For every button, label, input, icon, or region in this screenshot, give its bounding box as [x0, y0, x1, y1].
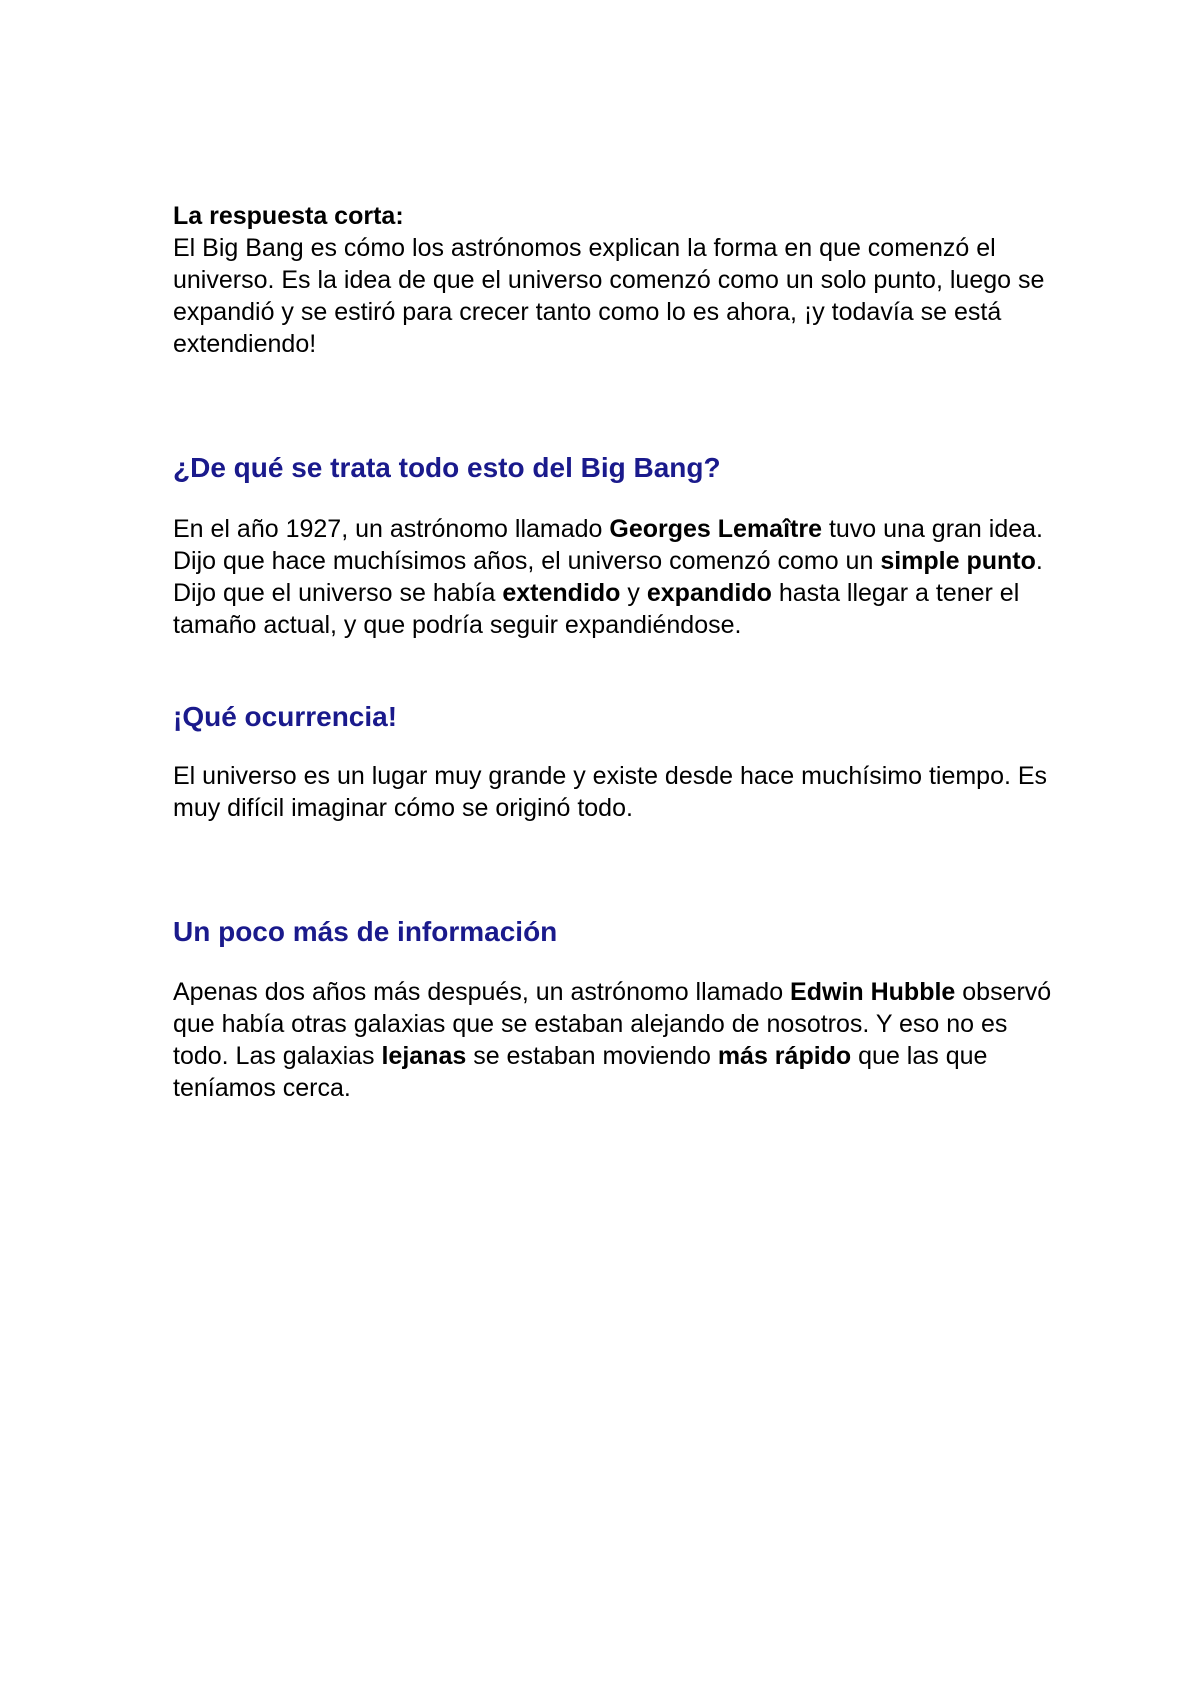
- section-heading-mas-informacion: Un poco más de información: [173, 916, 558, 947]
- text-run: Apenas dos años más después, un astrónomo llamado: [173, 978, 791, 1006]
- short-answer-text: El Big Bang es cómo los astrónomos explican la forma en que comenzó el universo. Es la idea de que el universo comenzó como un solo punto, luego se expandió y se estiró para crecer tanto como lo es ahora, ¡y todavía se está extendiendo!: [173, 234, 1045, 358]
- text-run: tuvo una gran idea. Dijo que hace muchísimos años, el universo comenzó como un: [173, 515, 1043, 575]
- bold-term: extendido: [502, 579, 621, 607]
- bold-name-lemaitre: Georges Lemaître: [609, 515, 822, 543]
- text-run: hasta llegar a tener el tamaño actual, y que podría seguir expandiéndose.: [173, 579, 1020, 639]
- text-run: observó que había otras galaxias que se estaban alejando de nosotros. Y eso no es todo. Las galaxias: [173, 978, 1052, 1070]
- bold-term: expandido: [646, 579, 772, 607]
- bold-term: simple punto: [880, 547, 1036, 575]
- text-run: que las que teníamos cerca.: [173, 1042, 988, 1102]
- text-run: y: [620, 579, 647, 607]
- section-paragraph-big-bang: [173, 513, 1053, 641]
- section-paragraph-ocurrencia: El universo es un lugar muy grande y existe desde hace muchísimo tiempo. Es muy difícil imaginar cómo se originó todo.: [173, 762, 1048, 822]
- text-run: En el año 1927, un astrónomo llamado: [173, 515, 610, 543]
- section-heading-ocurrencia: ¡Qué ocurrencia!: [173, 701, 398, 732]
- bold-term: más rápido: [717, 1042, 852, 1070]
- short-answer-title: La respuesta corta:: [173, 202, 404, 230]
- text-run: se estaban moviendo: [466, 1042, 718, 1070]
- section-paragraph-mas-informacion: [173, 976, 1053, 1104]
- text-run: . Dijo que el universo se había: [173, 547, 1043, 607]
- bold-term: lejanas: [381, 1042, 467, 1070]
- bold-name-hubble: Edwin Hubble: [790, 978, 956, 1006]
- section-heading-big-bang: ¿De qué se trata todo esto del Big Bang?: [173, 452, 721, 483]
